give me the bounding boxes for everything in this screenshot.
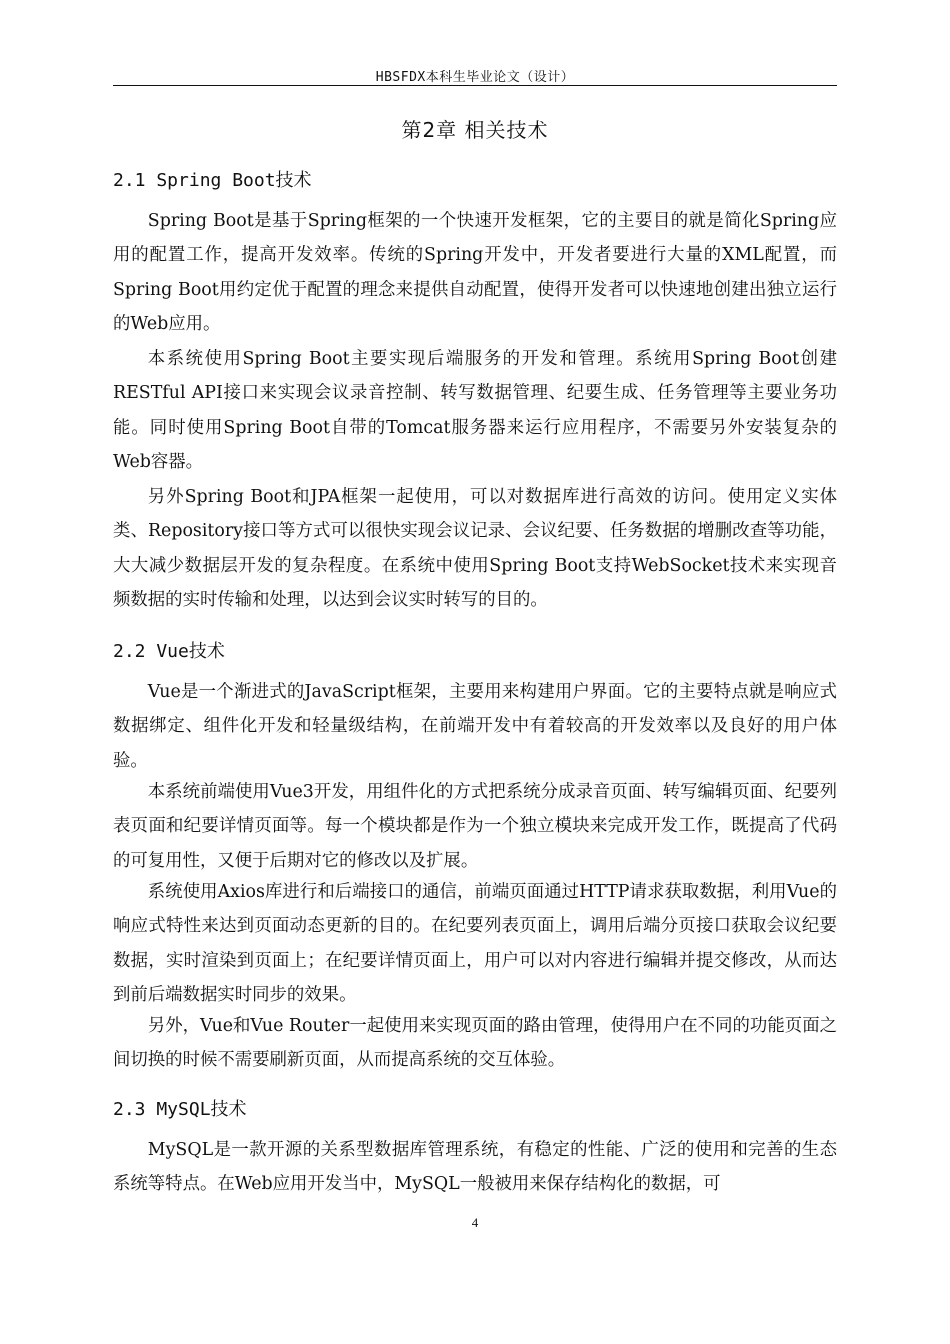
section-title-2-1: 2.1 Spring Boot技术 [113, 170, 312, 191]
section-title-2-2: 2.2 Vue技术 [113, 641, 225, 662]
section-title-2-3: 2.3 MySQL技术 [113, 1099, 247, 1120]
chapter-title: 第2章 相关技术 [401, 118, 549, 142]
paragraph: 另外Spring Boot和JPA框架一起使用，可以对数据库进行高效的访问。使用定义实体类、Repository接口等方式可以很快实现会议记录、会议纪要、任务数据的增删改查等功能，大大减少数据层开发的复杂程度。在系统中使用Spring Boot支持WebSocket技术来实现音频数据的实时传输和处理，以达到会议实时转写的目的。 [113, 487, 837, 611]
paragraph: Vue是一个渐进式的JavaScript框架，主要用来构建用户界面。它的主要特点就是响应式数据绑定、组件化开发和轻量级结构，在前端开发中有着较高的开发效率以及良好的用户体验。 [113, 682, 837, 771]
paragraph: 本系统使用Spring Boot主要实现后端服务的开发和管理。系统用Spring Boot创建RESTful API接口来实现会议录音控制、转写数据管理、纪要生成、任务管理等主要业务功能。同时使用Spring Boot自带的Tomcat服务器来运行应用程序，不需要另外安装复杂的Web容器。 [113, 349, 837, 473]
paragraph: MySQL是一款开源的关系型数据库管理系统，有稳定的性能、广泛的使用和完善的生态系统等特点。在Web应用开发当中，MySQL一般被用来保存结构化的数据，可 [113, 1140, 837, 1195]
page-number: 4 [471, 1215, 479, 1230]
header-rule [113, 85, 837, 86]
paragraph: 本系统前端使用Vue3开发，用组件化的方式把系统分成录音页面、转写编辑页面、纪要列表页面和纪要详情页面等。每一个模块都是作为一个独立模块来完成开发工作，既提高了代码的可复用性，又便于后期对它的修改以及扩展。 [113, 782, 837, 871]
paragraph: 另外，Vue和Vue Router一起使用来实现页面的路由管理，使得用户在不同的功能页面之间切换的时候不需要刷新页面，从而提高系统的交互体验。 [113, 1016, 837, 1071]
paragraph: 系统使用Axios库进行和后端接口的通信，前端页面通过HTTP请求获取数据，利用Vue的响应式特性来达到页面动态更新的目的。在纪要列表页面上，调用后端分页接口获取会议纪要数据，实时渲染到页面上；在纪要详情页面上，用户可以对内容进行编辑并提交修改，从而达到前后端数据实时同步的效果。 [113, 882, 837, 1006]
paragraph: Spring Boot是基于Spring框架的一个快速开发框架，它的主要目的就是简化Spring应用的配置工作，提高开发效率。传统的Spring开发中，开发者要进行大量的XML配置，而Spring Boot用约定优于配置的理念来提供自动配置，使得开发者可以快速地创建出独立运行的Web应用。 [113, 211, 837, 335]
running-header: HBSFDX本科生毕业论文（设计） [375, 70, 575, 85]
